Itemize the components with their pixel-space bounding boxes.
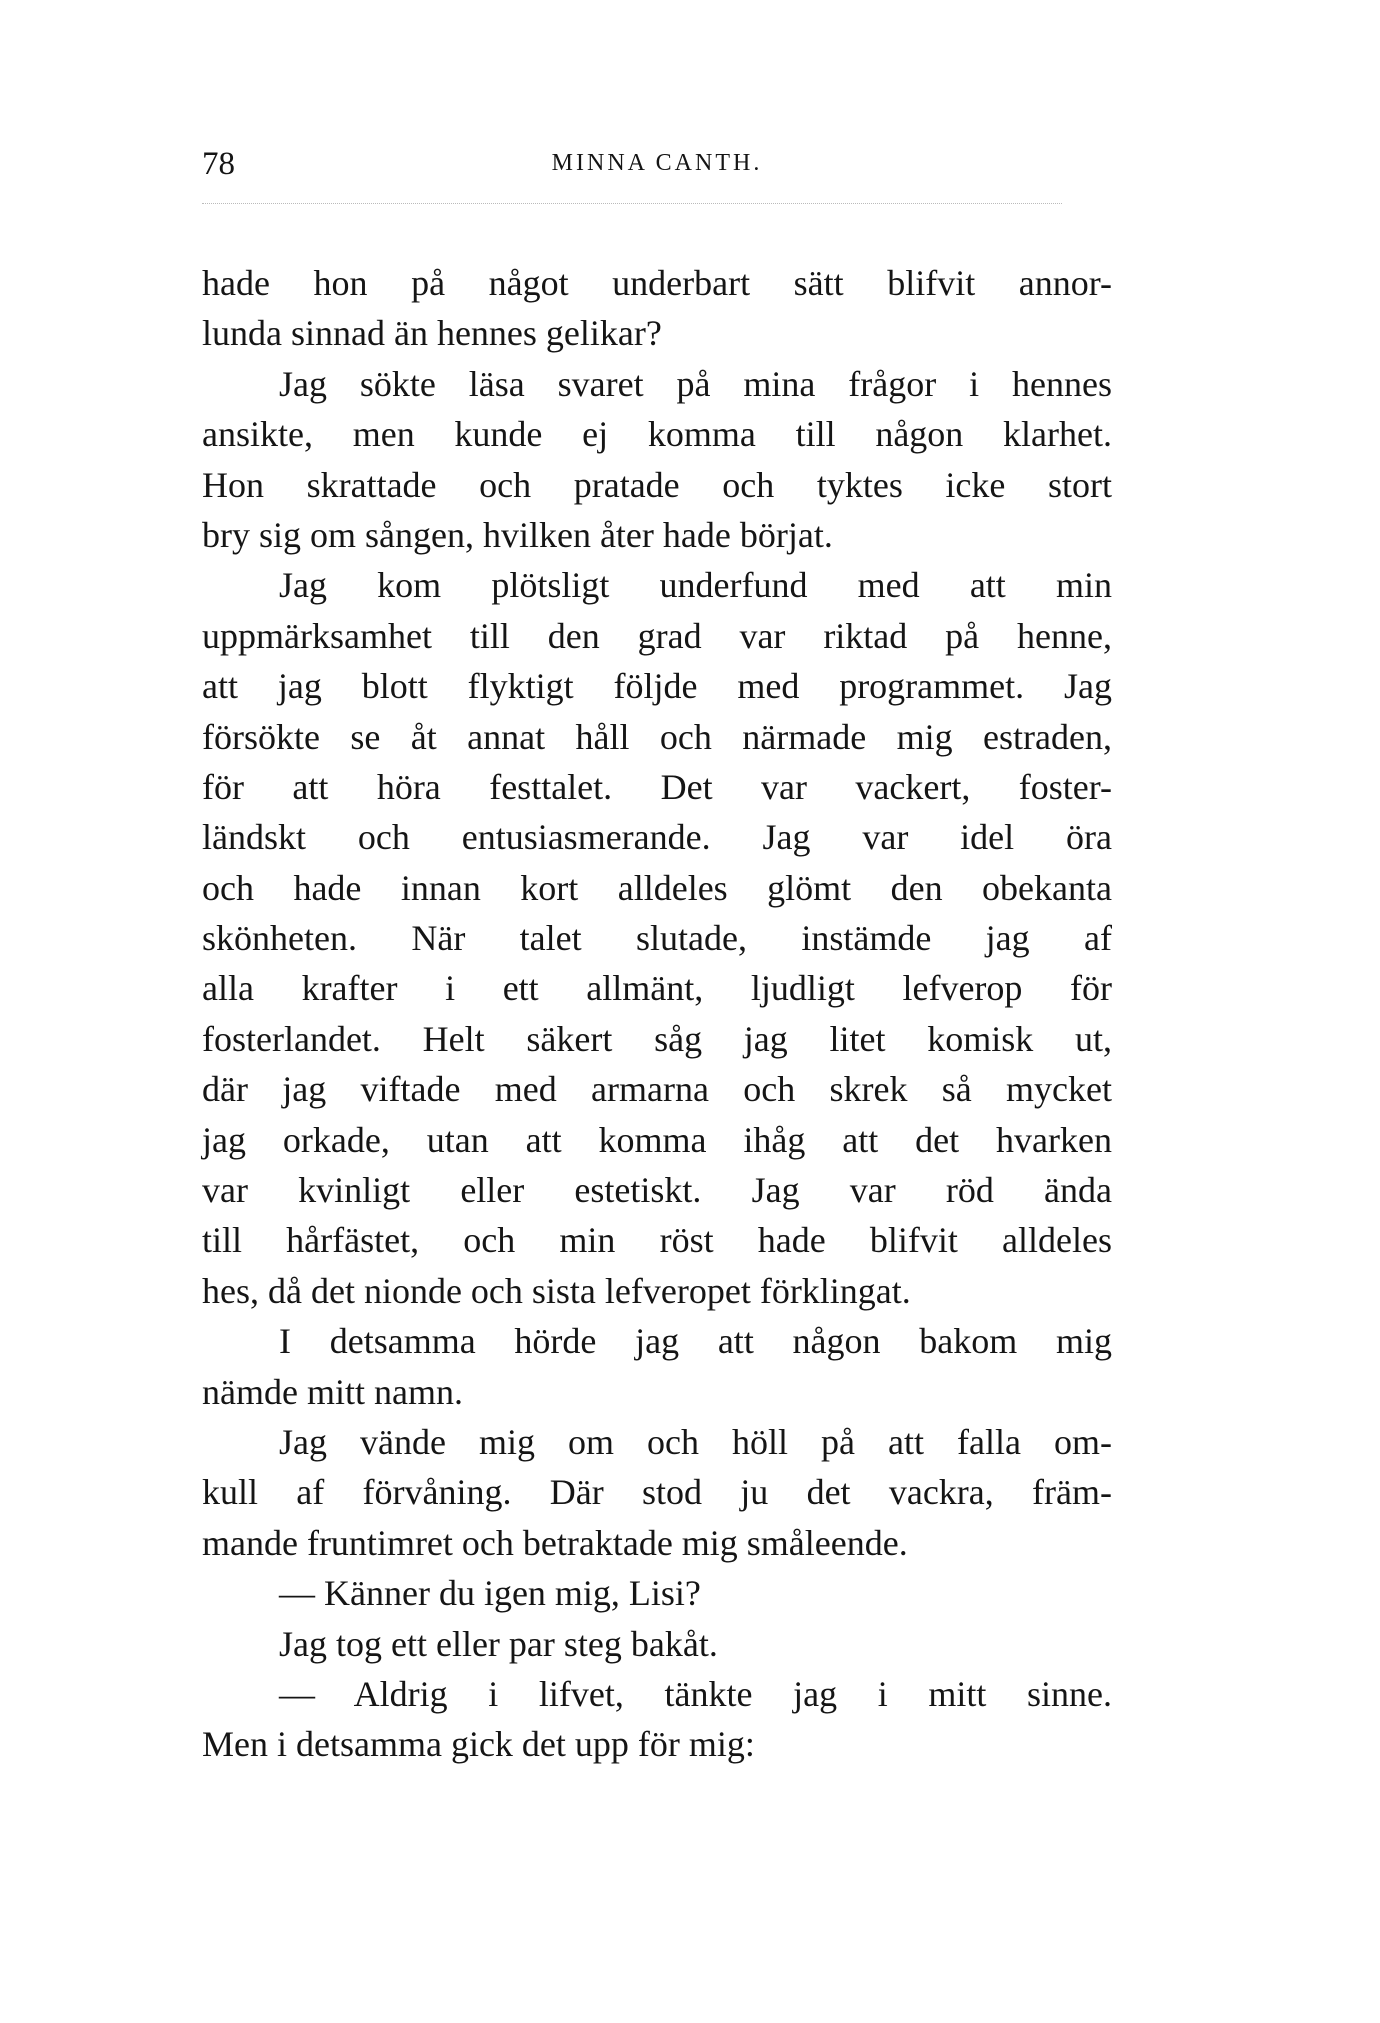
- text-line: för att höra festtalet. Det var vackert, foster-: [202, 766, 1112, 807]
- text-line: mande fruntimret och betraktade mig småleende.: [202, 1522, 908, 1563]
- page-number: 78: [202, 146, 235, 182]
- text-line: kull af förvåning. Där stod ju det vackra, främ-: [202, 1472, 1112, 1513]
- text-line: Men i detsamma gick det upp för mig:: [202, 1724, 755, 1765]
- text-line: Jag kom plötsligt underfund med att min: [279, 565, 1112, 606]
- text-line: till hårfästet, och min röst hade blifvit alldeles: [202, 1220, 1112, 1261]
- text-line: hade hon på något underbart sätt blifvit annor-: [202, 263, 1112, 303]
- page-body-text: [202, 258, 1112, 1770]
- text-line: — Aldrig i lifvet, tänkte jag i mitt sinne.: [279, 1673, 1112, 1714]
- text-line: nämde mitt namn.: [202, 1371, 463, 1412]
- text-line: uppmärksamhet till den grad var riktad på henne,: [202, 615, 1112, 656]
- text-line: försökte se åt annat håll och närmade mig estraden,: [202, 716, 1112, 757]
- text-line: Jag tog ett eller par steg bakåt.: [279, 1623, 718, 1664]
- text-line: och hade innan kort alldeles glömt den obekanta: [202, 867, 1112, 908]
- text-line: hes, då det nionde och sista lefveropet förklingat.: [202, 1270, 911, 1311]
- text-line: bry sig om sången, hvilken åter hade börjat.: [202, 514, 833, 555]
- header-rule: [202, 203, 1062, 204]
- text-line: fosterlandet. Helt säkert såg jag litet komisk ut,: [202, 1018, 1112, 1059]
- text-line: där jag viftade med armarna och skrek så mycket: [202, 1069, 1112, 1110]
- text-line: ländskt och entusiasmerande. Jag var idel öra: [202, 817, 1112, 858]
- running-title: MINNA CANTH.: [551, 150, 763, 176]
- text-line: ansikte, men kunde ej komma till någon klarhet.: [202, 414, 1112, 455]
- text-line: Jag vände mig om och höll på att falla om-: [279, 1421, 1112, 1462]
- text-line: alla krafter i ett allmänt, ljudligt lefverop för: [202, 968, 1112, 1009]
- text-line: Jag sökte läsa svaret på mina frågor i hennes: [279, 363, 1112, 404]
- text-line: var kvinligt eller estetiskt. Jag var röd ända: [202, 1170, 1112, 1211]
- text-line: jag orkade, utan att komma ihåg att det hvarken: [202, 1119, 1112, 1160]
- text-line: skönheten. När talet slutade, instämde jag af: [202, 918, 1112, 959]
- text-line: att jag blott flyktigt följde med programmet. Jag: [202, 666, 1112, 707]
- text-line: I detsamma hörde jag att någon bakom mig: [279, 1321, 1112, 1362]
- page-header: [202, 146, 1112, 186]
- text-line: — Känner du igen mig, Lisi?: [279, 1573, 701, 1614]
- text-line: Hon skrattade och pratade och tyktes icke stort: [202, 464, 1112, 505]
- text-line: lunda sinnad än hennes gelikar?: [202, 313, 662, 354]
